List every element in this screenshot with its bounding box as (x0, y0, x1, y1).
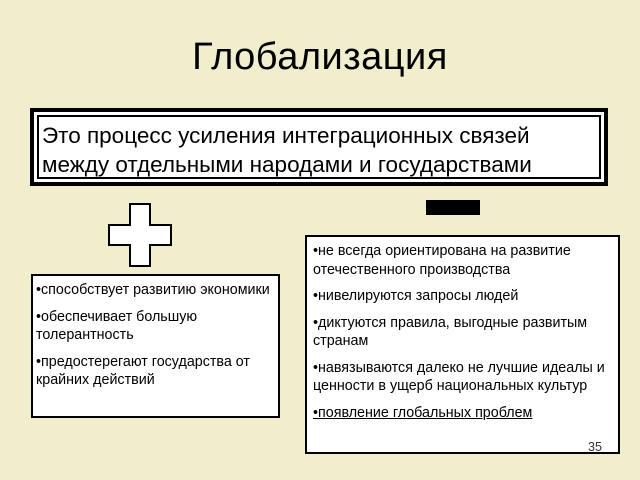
page-number: 35 (588, 440, 602, 454)
slide-title: Глобализация (192, 36, 448, 78)
definition-box: Это процесс усиления интеграционных связей между отдельными народами и государствами (30, 108, 608, 186)
pros-list (36, 281, 275, 390)
pros-box (31, 274, 280, 418)
plus-icon (108, 203, 172, 267)
cons-item: • нивелируются запросы людей (313, 287, 612, 306)
cons-box (305, 235, 620, 454)
cons-item: • не всегда ориентирована на развитие отечественного производства (313, 242, 612, 279)
cons-item: • диктуются правила, выгодные развитым странам (313, 314, 612, 351)
cons-list (313, 242, 612, 422)
pros-item: • предостерегают государства от крайних действий (36, 353, 275, 390)
minus-icon (426, 200, 480, 215)
cons-item: • появление глобальных проблем (313, 404, 612, 423)
pros-item: • способствует развитию экономики (36, 281, 275, 300)
cons-item: • навязываются далеко не лучшие идеалы и ценности в ущерб национальных культур (313, 359, 612, 396)
pros-item: • обеспечивает большую толерантность (36, 308, 275, 345)
